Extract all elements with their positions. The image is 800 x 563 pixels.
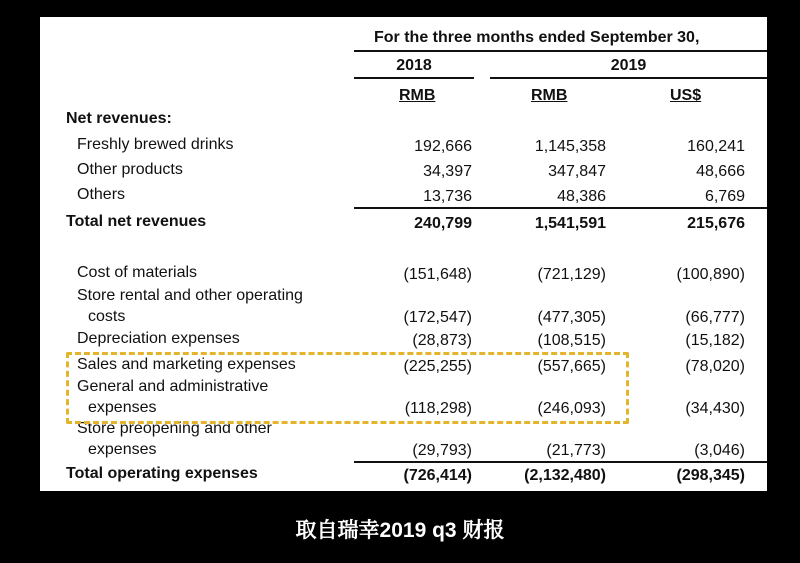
- cell-value: 240,799: [414, 215, 472, 232]
- cell-value: (66,777): [685, 309, 745, 326]
- cell-value: (118,298): [404, 400, 472, 417]
- cell-value: (29,793): [412, 442, 472, 459]
- row-label-cost-of-materials: Cost of materials: [77, 264, 198, 281]
- cell-value: (34,430): [685, 400, 745, 417]
- image-caption: 取自瑞幸2019 q3 财报: [295, 519, 505, 542]
- period-header: For the three months ended September 30,: [374, 29, 700, 46]
- cell-value: 48,666: [696, 163, 745, 180]
- header-rule: [354, 50, 767, 52]
- year-2019-header: 2019: [610, 57, 647, 74]
- cell-value: 34,397: [423, 163, 472, 180]
- cell-value: (78,020): [685, 358, 745, 375]
- subtotal-rule: [354, 207, 767, 209]
- row-label-store-rental: Store rental and other operating: [77, 287, 303, 304]
- cell-value: (726,414): [403, 467, 472, 484]
- cell-value: 215,676: [687, 215, 745, 232]
- year-2019-rule: [490, 77, 767, 79]
- row-label-depreciation: Depreciation expenses: [77, 330, 240, 347]
- row-label-total-operating-expenses: Total operating expenses: [66, 465, 258, 482]
- cell-value: 6,769: [704, 188, 745, 205]
- cell-value: 192,666: [414, 138, 472, 155]
- year-2018-rule: [354, 77, 474, 79]
- row-label-freshly-brewed: Freshly brewed drinks: [77, 136, 234, 153]
- cell-value: (225,255): [403, 358, 472, 375]
- cell-value: (2,132,480): [524, 467, 606, 484]
- row-label-store-rental-cont: costs: [88, 308, 126, 325]
- cell-value: (3,046): [694, 442, 745, 459]
- subtotal-rule: [354, 461, 767, 463]
- year-2018-header: 2018: [396, 57, 432, 74]
- financial-statement-sheet: [40, 17, 767, 491]
- currency-rmb-2018: RMB: [399, 87, 436, 104]
- row-label-general-admin: General and administrative: [77, 378, 269, 395]
- row-label-total-net-revenues: Total net revenues: [66, 213, 207, 230]
- row-label-others: Others: [77, 186, 126, 203]
- cell-value: (108,515): [537, 332, 606, 349]
- currency-usd-2019: US$: [670, 87, 702, 104]
- row-label-store-preopening-cont: expenses: [88, 441, 157, 458]
- cell-value: (21,773): [546, 442, 606, 459]
- row-label-store-preopening: Store preopening and other: [77, 420, 272, 437]
- cell-value: (721,129): [537, 266, 606, 283]
- cell-value: 48,386: [557, 188, 606, 205]
- cell-value: 1,145,358: [534, 138, 606, 155]
- section-title-net-revenues: Net revenues:: [66, 110, 172, 127]
- cell-value: (298,345): [676, 467, 745, 484]
- cell-value: 160,241: [687, 138, 745, 155]
- cell-value: (15,182): [685, 332, 745, 349]
- cell-value: 13,736: [423, 188, 472, 205]
- cell-value: (172,547): [403, 309, 472, 326]
- cell-value: (477,305): [537, 309, 606, 326]
- row-label-sales-marketing: Sales and marketing expenses: [77, 356, 296, 373]
- currency-rmb-2019: RMB: [531, 87, 568, 104]
- cell-value: (28,873): [412, 332, 472, 349]
- cell-value: (246,093): [537, 400, 606, 417]
- highlight-box: [66, 352, 629, 424]
- cell-value: (557,665): [537, 358, 606, 375]
- cell-value: 347,847: [548, 163, 606, 180]
- row-label-general-admin-cont: expenses: [88, 399, 157, 416]
- cell-value: 1,541,591: [534, 215, 606, 232]
- row-label-other-products: Other products: [77, 161, 183, 178]
- cell-value: (100,890): [676, 266, 745, 283]
- cell-value: (151,648): [403, 266, 472, 283]
